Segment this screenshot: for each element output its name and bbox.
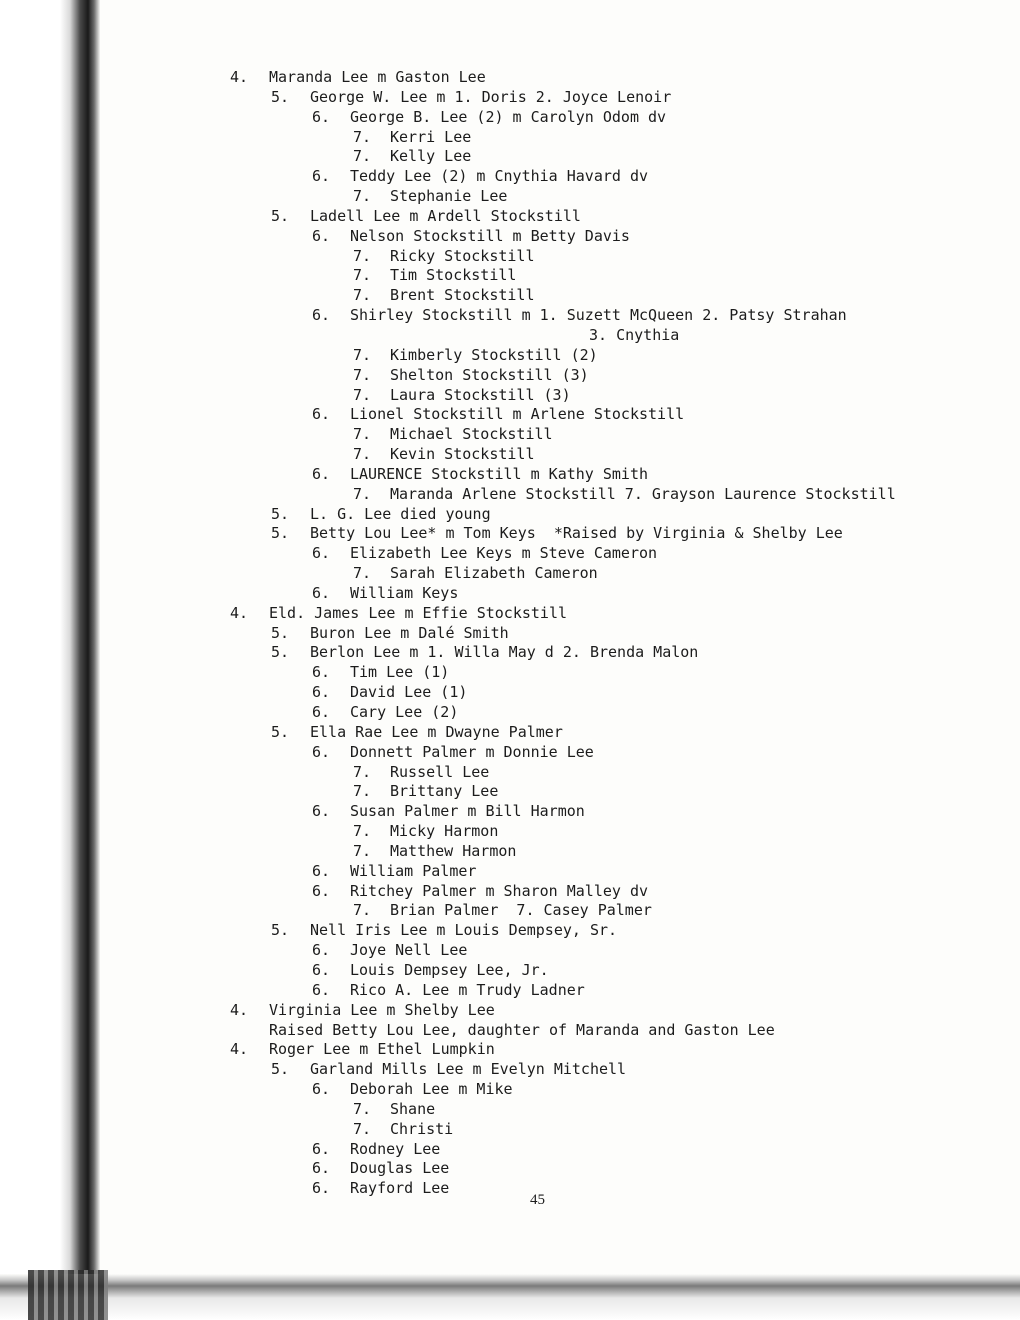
genealogy-entry: [0, 326, 1020, 346]
genealogy-entry: [0, 1140, 1020, 1160]
genealogy-entry: [0, 921, 1020, 941]
entry-text: Rico A. Lee m Trudy Ladner: [350, 980, 585, 999]
genealogy-entry: [0, 247, 1020, 267]
entry-text: Shane: [390, 1099, 436, 1118]
generation-number: 7.: [353, 841, 372, 860]
genealogy-entry: [0, 505, 1020, 525]
generation-number: 5.: [271, 1060, 290, 1079]
entry-text: Ricky Stockstill: [390, 246, 535, 265]
entry-text: William Keys: [350, 583, 459, 602]
entry-text: Roger Lee m Ethel Lumpkin: [269, 1040, 495, 1059]
genealogy-entry: [0, 1060, 1020, 1080]
genealogy-entry: [0, 882, 1020, 902]
entry-text: Sarah Elizabeth Cameron: [390, 564, 598, 583]
entry-text: Garland Mills Lee m Evelyn Mitchell: [310, 1060, 627, 1079]
entry-text: Elizabeth Lee Keys m Steve Cameron: [350, 544, 658, 563]
generation-number: 5.: [271, 524, 290, 543]
genealogy-entry: [0, 465, 1020, 485]
entry-text: Betty Lou Lee* m Tom Keys *Raised by Virginia & Shelby Lee: [310, 524, 843, 543]
entry-text: Virginia Lee m Shelby Lee: [269, 1000, 495, 1019]
entry-text: Tim Stockstill: [390, 266, 517, 285]
genealogy-entry: [0, 524, 1020, 544]
entry-text: Ritchey Palmer m Sharon Malley dv: [350, 881, 649, 900]
entry-text: Joye Nell Lee: [350, 941, 468, 960]
entry-text: Susan Palmer m Bill Harmon: [350, 802, 585, 821]
generation-number: 7.: [353, 187, 372, 206]
entry-text: Kerri Lee: [390, 127, 472, 146]
genealogy-entry: [0, 128, 1020, 148]
entry-text: Kelly Lee: [390, 147, 472, 166]
generation-number: 7.: [353, 1099, 372, 1118]
entry-text: Tim Lee (1): [350, 663, 450, 682]
generation-number: 6.: [312, 226, 331, 245]
genealogy-entry: [0, 703, 1020, 723]
genealogy-entry: [0, 1080, 1020, 1100]
generation-number: 5.: [271, 206, 290, 225]
entry-text: George B. Lee (2) m Carolyn Odom dv: [350, 107, 667, 126]
genealogy-entry: [0, 445, 1020, 465]
entry-text: Maranda Arlene Stockstill 7. Grayson Laurence Stockstill: [390, 484, 896, 503]
generation-number: 7.: [353, 445, 372, 464]
entry-text: Laura Stockstill (3): [390, 385, 571, 404]
entry-text: Shelton Stockstill (3): [390, 365, 589, 384]
genealogy-entry: [0, 961, 1020, 981]
generation-number: 7.: [353, 901, 372, 920]
generation-number: 7.: [353, 762, 372, 781]
genealogy-entry: [0, 643, 1020, 663]
genealogy-entry: [0, 1120, 1020, 1140]
entry-text: Russell Lee: [390, 762, 490, 781]
genealogy-entry: [0, 207, 1020, 227]
entry-text: Douglas Lee: [350, 1159, 450, 1178]
generation-number: 7.: [353, 127, 372, 146]
generation-number: 6.: [312, 167, 331, 186]
generation-number: 5.: [271, 722, 290, 741]
genealogy-entry: [0, 366, 1020, 386]
generation-number: 7.: [353, 1119, 372, 1138]
generation-number: 6.: [312, 544, 331, 563]
entry-text: Christi: [390, 1119, 454, 1138]
genealogy-entry: [0, 683, 1020, 703]
entry-text: Brent Stockstill: [390, 286, 535, 305]
genealogy-entry: [0, 544, 1020, 564]
generation-number: 6.: [312, 583, 331, 602]
genealogy-entry: [0, 604, 1020, 624]
generation-number: 5.: [271, 504, 290, 523]
genealogy-entry: [0, 782, 1020, 802]
entry-text: David Lee (1): [350, 683, 468, 702]
genealogy-entry: [0, 1179, 1020, 1199]
generation-number: 7.: [353, 246, 372, 265]
genealogy-entry: [0, 266, 1020, 286]
entry-text: William Palmer: [350, 861, 477, 880]
entry-text: LAURENCE Stockstill m Kathy Smith: [350, 464, 649, 483]
genealogy-entry: [0, 564, 1020, 584]
genealogy-entry: [0, 147, 1020, 167]
generation-number: 6.: [312, 802, 331, 821]
entry-text: Berlon Lee m 1. Willa May d 2. Brenda Malon: [310, 643, 699, 662]
genealogy-entry: [0, 802, 1020, 822]
entry-text: Lionel Stockstill m Arlene Stockstill: [350, 405, 685, 424]
genealogy-entry: [0, 227, 1020, 247]
entry-text: Raised Betty Lou Lee, daughter of Maranda and Gaston Lee: [269, 1020, 775, 1039]
genealogy-entry: [0, 743, 1020, 763]
genealogy-entry: [0, 286, 1020, 306]
generation-number: 6.: [312, 742, 331, 761]
genealogy-entry: [0, 842, 1020, 862]
generation-number: 6.: [312, 1159, 331, 1178]
entry-text: Donnett Palmer m Donnie Lee: [350, 742, 594, 761]
genealogy-entry: [0, 1100, 1020, 1120]
genealogy-entry: [0, 1021, 1020, 1041]
genealogy-entry: [0, 901, 1020, 921]
generation-number: 5.: [271, 623, 290, 642]
generation-number: 7.: [353, 266, 372, 285]
entry-text: Cary Lee (2): [350, 703, 459, 721]
generation-number: 7.: [353, 822, 372, 841]
generation-number: 5.: [271, 87, 290, 106]
entry-text: Michael Stockstill: [390, 425, 553, 444]
generation-number: 7.: [353, 484, 372, 503]
entry-text: Nelson Stockstill m Betty Davis: [350, 226, 630, 245]
scan-edge-bottom: [0, 1274, 1020, 1320]
entry-text: Ladell Lee m Ardell Stockstill: [310, 206, 581, 225]
generation-number: 7.: [353, 365, 372, 384]
entry-text: Stephanie Lee: [390, 187, 508, 206]
generation-number: 6.: [312, 861, 331, 880]
entry-text: 3. Cnythia: [589, 325, 680, 344]
genealogy-entry: [0, 941, 1020, 961]
page-number: 45: [530, 1192, 545, 1208]
entry-text: Kevin Stockstill: [390, 445, 535, 464]
generation-number: 4.: [230, 603, 249, 622]
generation-number: 7.: [353, 385, 372, 404]
genealogy-entry: [0, 981, 1020, 1001]
genealogy-entry: [0, 386, 1020, 406]
genealogy-entry: [0, 624, 1020, 644]
entry-text: George W. Lee m 1. Doris 2. Joyce Lenoir: [310, 87, 672, 106]
generation-number: 5.: [271, 921, 290, 940]
entry-text: Deborah Lee m Mike: [350, 1080, 513, 1099]
generation-number: 6.: [312, 960, 331, 979]
genealogy-entry: [0, 405, 1020, 425]
genealogy-entry: [0, 425, 1020, 445]
generation-number: 7.: [353, 564, 372, 583]
generation-number: 6.: [312, 464, 331, 483]
entry-text: Teddy Lee (2) m Cnythia Havard dv: [350, 167, 649, 186]
generation-number: 4.: [230, 1040, 249, 1059]
genealogy-entry: [0, 187, 1020, 207]
entry-text: Louis Dempsey Lee, Jr.: [350, 960, 549, 979]
entry-text: Buron Lee m Dalé Smith: [310, 623, 509, 642]
genealogy-entry: [0, 1040, 1020, 1060]
generation-number: 4.: [230, 68, 249, 86]
generation-number: 7.: [353, 147, 372, 166]
generation-number: 6.: [312, 683, 331, 702]
genealogy-entry: [0, 1001, 1020, 1021]
generation-number: 6.: [312, 405, 331, 424]
genealogy-entry: [0, 167, 1020, 187]
generation-number: 6.: [312, 703, 331, 721]
entry-text: Kimberly Stockstill (2): [390, 345, 598, 364]
entry-text: Shirley Stockstill m 1. Suzett McQueen 2. Patsy Strahan: [350, 306, 847, 325]
generation-number: 6.: [312, 107, 331, 126]
genealogy-entry: [0, 663, 1020, 683]
entry-text: Brian Palmer 7. Casey Palmer: [390, 901, 652, 920]
genealogy-entry: [0, 88, 1020, 108]
generation-number: 7.: [353, 286, 372, 305]
generation-number: 7.: [353, 782, 372, 801]
entry-text: Matthew Harmon: [390, 841, 517, 860]
generation-number: 6.: [312, 1139, 331, 1158]
genealogy-entry: [0, 822, 1020, 842]
genealogy-entry: [0, 862, 1020, 882]
entry-text: Nell Iris Lee m Louis Dempsey, Sr.: [310, 921, 618, 940]
generation-number: 6.: [312, 1179, 331, 1198]
entry-text: Brittany Lee: [390, 782, 499, 801]
generation-number: 6.: [312, 980, 331, 999]
entry-text: L. G. Lee died young: [310, 504, 491, 523]
entry-text: Rayford Lee: [350, 1179, 450, 1198]
entry-text: Rodney Lee: [350, 1139, 441, 1158]
generation-number: 7.: [353, 345, 372, 364]
genealogy-entry: [0, 1159, 1020, 1179]
entry-text: Micky Harmon: [390, 822, 499, 841]
generation-number: 6.: [312, 941, 331, 960]
genealogy-entry: [0, 723, 1020, 743]
genealogy-entry: [0, 68, 1020, 88]
entry-text: Ella Rae Lee m Dwayne Palmer: [310, 722, 563, 741]
genealogy-entry: [0, 346, 1020, 366]
generation-number: 5.: [271, 643, 290, 662]
generation-number: 6.: [312, 1080, 331, 1099]
generation-number: 7.: [353, 425, 372, 444]
generation-number: 6.: [312, 663, 331, 682]
entry-text: Maranda Lee m Gaston Lee: [269, 68, 486, 86]
genealogy-entry: [0, 306, 1020, 326]
generation-number: 4.: [230, 1000, 249, 1019]
genealogy-list: [0, 68, 1020, 1199]
entry-text: Eld. James Lee m Effie Stockstill: [269, 603, 568, 622]
genealogy-entry: [0, 108, 1020, 128]
genealogy-entry: [0, 485, 1020, 505]
generation-number: 6.: [312, 881, 331, 900]
generation-number: 6.: [312, 306, 331, 325]
genealogy-entry: [0, 763, 1020, 783]
genealogy-entry: [0, 584, 1020, 604]
scan-corner-shadow: [28, 1270, 108, 1320]
